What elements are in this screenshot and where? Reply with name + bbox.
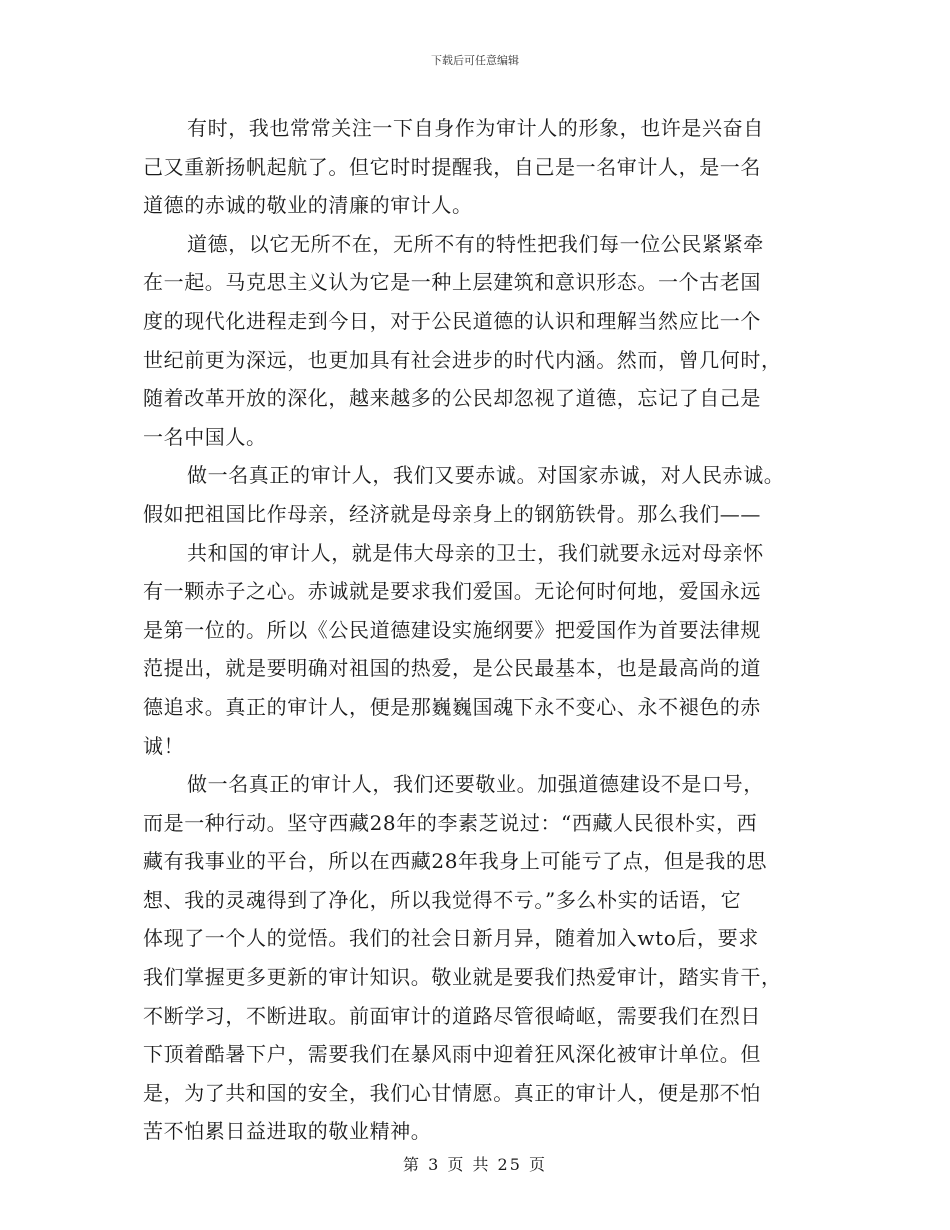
text-line: 道德的赤诚的敬业的清廉的审计人。 xyxy=(143,193,473,218)
text-line: 一名中国人。 xyxy=(143,424,267,449)
document-body xyxy=(143,109,813,1151)
text-line: 在一起。马克思主义认为它是一种上层建筑和意识形态。一个古老国 xyxy=(143,270,761,295)
text-line: 想、我的灵魂得到了净化，所以我觉得不亏。”多么朴实的话语，它 xyxy=(143,887,742,912)
text-line: 诚！ xyxy=(143,733,185,758)
text-line: 下顶着酷暑下户，需要我们在暴风雨中迎着狂风深化被审计单位。但 xyxy=(143,1042,761,1067)
text-line: 假如把祖国比作母亲，经济就是母亲身上的钢筋铁骨。那么我们—— xyxy=(143,501,761,526)
text-line: 是，为了共和国的安全，我们心甘情愿。真正的审计人，便是那不怕 xyxy=(143,1080,761,1105)
text-line: 范提出，就是要明确对祖国的热爱，是公民最基本，也是最高尚的道 xyxy=(143,656,761,681)
text-line: 己又重新扬帆起航了。但它时时提醒我，自己是一名审计人，是一名 xyxy=(143,154,761,179)
text-line: 而是一种行动。坚守西藏28年的李素芝说过：“西藏人民很朴实，西 xyxy=(143,810,758,835)
page-header: 下载后可任意编辑 xyxy=(431,54,519,67)
text-line: 世纪前更为深远，也更加具有社会进步的时代内涵。然而，曾几何时， xyxy=(143,347,782,372)
text-line: 我们掌握更多更新的审计知识。敬业就是要我们热爱审计，踏实肯干， xyxy=(143,965,782,990)
text-line: 度的现代化进程走到今日，对于公民道德的认识和理解当然应比一个 xyxy=(143,308,761,333)
text-line: 有一颗赤子之心。赤诚就是要求我们爱国。无论何时何地，爱国永远 xyxy=(143,579,761,604)
text-line: 德追求。真正的审计人，便是那巍巍国魂下永不变心、永不褪色的赤 xyxy=(143,694,761,719)
text-line: 体现了一个人的觉悟。我们的社会日新月异，随着加入wto后，要求 xyxy=(143,926,759,951)
text-line: 做一名真正的审计人，我们还要敬业。加强道德建设不是口号， xyxy=(187,772,764,797)
text-line: 不断学习，不断进取。前面审计的道路尽管很崎岖，需要我们在烈日 xyxy=(143,1003,761,1028)
text-line: 做一名真正的审计人，我们又要赤诚。对国家赤诚，对人民赤诚。 xyxy=(187,463,785,488)
text-line: 藏有我事业的平台，所以在西藏28年我身上可能亏了点，但是我的思 xyxy=(143,849,768,874)
text-line: 随着改革开放的深化，越来越多的公民却忽视了道德，忘记了自己是 xyxy=(143,386,761,411)
text-line: 苦不怕累日益进取的敬业精神。 xyxy=(143,1119,432,1144)
text-line: 是第一位的。所以《公民道德建设实施纲要》把爱国作为首要法律规 xyxy=(143,617,761,642)
text-line: 共和国的审计人，就是伟大母亲的卫士，我们就要永远对母亲怀 xyxy=(187,540,764,565)
text-line: 有时，我也常常关注一下自身作为审计人的形象，也许是兴奋自 xyxy=(187,116,764,140)
page-footer: 第 3 页 共 25 页 xyxy=(403,1155,547,1174)
text-line: 道德，以它无所不在，无所不有的特性把我们每一位公民紧紧牵 xyxy=(187,231,764,256)
